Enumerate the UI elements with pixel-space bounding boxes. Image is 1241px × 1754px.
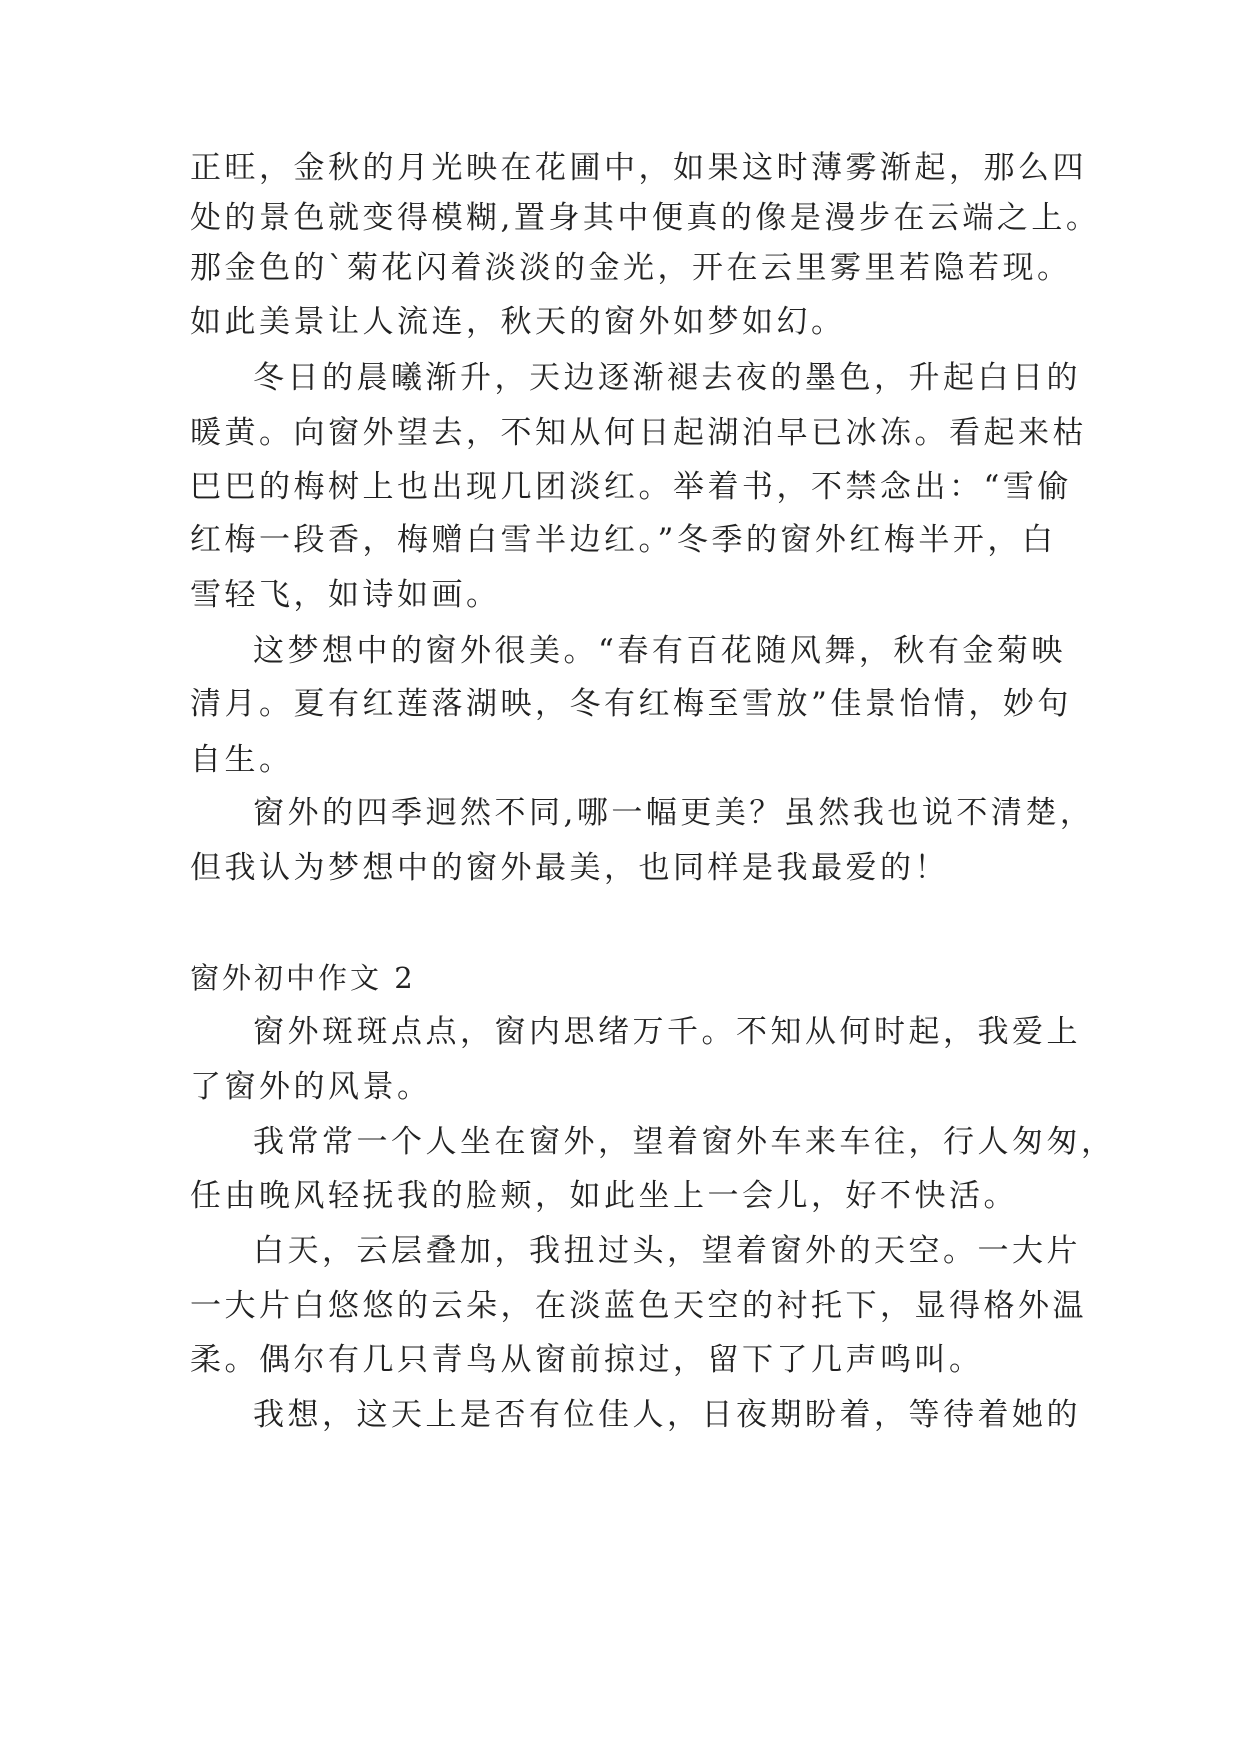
text-line: 巴巴的梅树上也出现几团淡红。举着书，不禁念出：“雪偷 xyxy=(190,469,1072,505)
text-line: 雪轻飞，如诗如画。 xyxy=(190,577,501,613)
text-line: 清月。夏有红莲落湖映，冬有红梅至雪放”佳景怡情，妙句 xyxy=(190,686,1072,722)
text-line: 我常常一个人坐在窗外，望着窗外车来车往，行人匆匆， xyxy=(253,1124,1116,1160)
text-line: 窗外的四季迥然不同,哪一幅更美？虽然我也说不清楚， xyxy=(253,795,1095,831)
text-line: 窗外斑斑点点，窗内思绪万千。不知从何时起，我爱上 xyxy=(253,1014,1081,1050)
text-line: 冬日的晨曦渐升，天边逐渐褪去夜的墨色，升起白日的 xyxy=(253,360,1081,396)
text-line: 但我认为梦想中的窗外最美，也同样是我最爱的！ xyxy=(190,850,949,886)
text-line: 了窗外的风景。 xyxy=(190,1069,432,1105)
section-title: 窗外初中作文 2 xyxy=(190,961,416,995)
text-line: 暖黄。向窗外望去，不知从何日起湖泊早已冰冻。看起来枯 xyxy=(190,415,1087,451)
text-line: 白天，云层叠加，我扭过头，望着窗外的天空。一大片 xyxy=(253,1233,1081,1269)
text-line: 那金色的`菊花闪着淡淡的金光，开在云里雾里若隐若现。 xyxy=(190,250,1072,286)
text-line: 自生。 xyxy=(190,742,294,778)
text-line: 处的景色就变得模糊,置身其中便真的像是漫步在云端之上。 xyxy=(190,200,1101,236)
text-line: 正旺，金秋的月光映在花圃中，如果这时薄雾渐起，那么四 xyxy=(190,150,1087,186)
text-line: 如此美景让人流连，秋天的窗外如梦如幻。 xyxy=(190,304,846,340)
text-line: 红梅一段香，梅赠白雪半边红。”冬季的窗外红梅半开，白 xyxy=(190,522,1057,558)
text-line: 任由晚风轻抚我的脸颊，如此坐上一会儿，好不快活。 xyxy=(190,1178,1018,1214)
text-line: 一大片白悠悠的云朵，在淡蓝色天空的衬托下，显得格外温 xyxy=(190,1288,1087,1324)
text-line: 这梦想中的窗外很美。“春有百花随风舞，秋有金菊映 xyxy=(253,633,1066,669)
text-line: 我想，这天上是否有位佳人，日夜期盼着，等待着她的 xyxy=(253,1397,1081,1433)
text-line: 柔。偶尔有几只青鸟从窗前掠过，留下了几声鸣叫。 xyxy=(190,1342,984,1378)
